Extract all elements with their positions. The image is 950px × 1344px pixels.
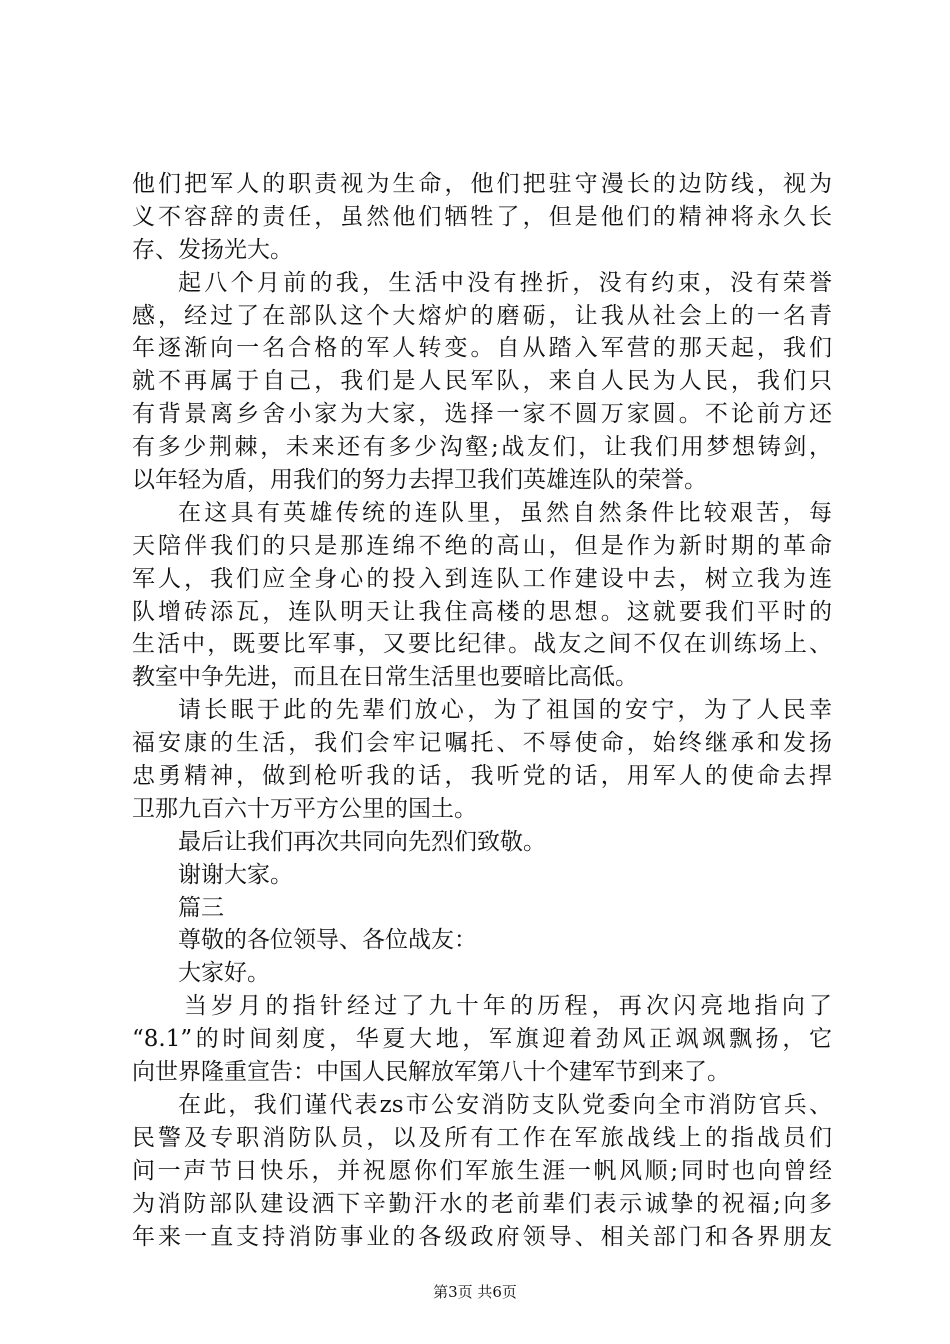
text-line: 感，经过了在部队这个大熔炉的磨砺，让我从社会上的一名青	[132, 302, 832, 329]
text-line: 有背景离乡舍小家为大家，选择一家不圆万家圆。不论前方还	[132, 401, 832, 428]
text-line: 向世界隆重宣告：中国人民解放军第八十个建军节到来了。	[132, 1059, 730, 1086]
text-line: 福安康的生活，我们会牢记嘱托、不辱使命，始终继承和发扬	[132, 730, 832, 757]
text-line: 义不容辞的责任，虽然他们牺牲了，但是他们的精神将永久长	[132, 203, 832, 230]
text-line: 以年轻为盾，用我们的努力去捍卫我们英雄连队的荣誉。	[132, 467, 707, 494]
text-line: 军人，我们应全身心的投入到连队工作建设中去，树立我为连	[132, 565, 832, 592]
text-line: 在这具有英雄传统的连队里，虽然自然条件比较艰苦，每	[178, 499, 832, 526]
text-line: 就不再属于自己，我们是人民军队，来自人民为人民，我们只	[132, 368, 832, 395]
text-line: 起八个月前的我，生活中没有挫折，没有约束，没有荣誉	[178, 269, 832, 296]
text-line: 有多少荆棘，未来还有多少沟壑;战友们，让我们用梦想铸剑，	[132, 434, 832, 461]
text-line: 教室中争先进，而且在日常生活里也要暗比高低。	[132, 664, 638, 691]
text-line: “8.1”的时间刻度，华夏大地，军旗迎着劲风正飒飒飘扬，它	[132, 1026, 832, 1053]
text-line: 最后让我们再次共同向先烈们致敬。	[178, 828, 546, 855]
text-line: 年逐渐向一名合格的军人转变。自从踏入军营的那天起，我们	[132, 335, 832, 362]
text-line: 尊敬的各位领导、各位战友：	[178, 927, 477, 954]
text-line: 生活中，既要比军事，又要比纪律。战友之间不仅在训练场上、	[132, 631, 832, 658]
text-line: 大家好。	[178, 960, 270, 987]
text-line: 当岁月的指针经过了九十年的历程，再次闪亮地指向了	[184, 993, 832, 1020]
text-line: 队增砖添瓦，连队明天让我住高楼的思想。这就要我们平时的	[132, 598, 832, 625]
text-line: 忠勇精神，做到枪听我的话，我听党的话，用军人的使命去捍	[132, 763, 832, 790]
text-line: 他们把军人的职责视为生命，他们把驻守漫长的边防线，视为	[132, 171, 832, 197]
text-line: 存、发扬光大。	[132, 236, 293, 263]
text-line: 年来一直支持消防事业的各级政府领导、相关部门和各界朋友	[132, 1223, 832, 1250]
text-line: 为消防部队建设洒下辛勤汗水的老前辈们表示诚挚的祝福;向多	[132, 1190, 832, 1217]
text-line: 请长眠于此的先辈们放心，为了祖国的安宁，为了人民幸	[178, 697, 832, 724]
text-line: 卫那九百六十万平方公里的国土。	[132, 795, 477, 822]
document-body	[132, 168, 832, 1253]
text-line: 民警及专职消防队员，以及所有工作在军旅战线上的指战员们	[132, 1124, 832, 1151]
text-line: 篇三	[178, 894, 224, 921]
text-line: 谢谢大家。	[178, 861, 293, 888]
text-line: 问一声节日快乐，并祝愿你们军旅生涯一帆风顺;同时也向曾经	[132, 1157, 832, 1184]
text-line: 在此，我们谨代表zs市公安消防支队党委向全市消防官兵、	[178, 1091, 832, 1118]
text-line: 天陪伴我们的只是那连绵不绝的高山，但是作为新时期的革命	[132, 532, 832, 559]
page-footer: 第3页 共6页	[433, 1283, 517, 1301]
